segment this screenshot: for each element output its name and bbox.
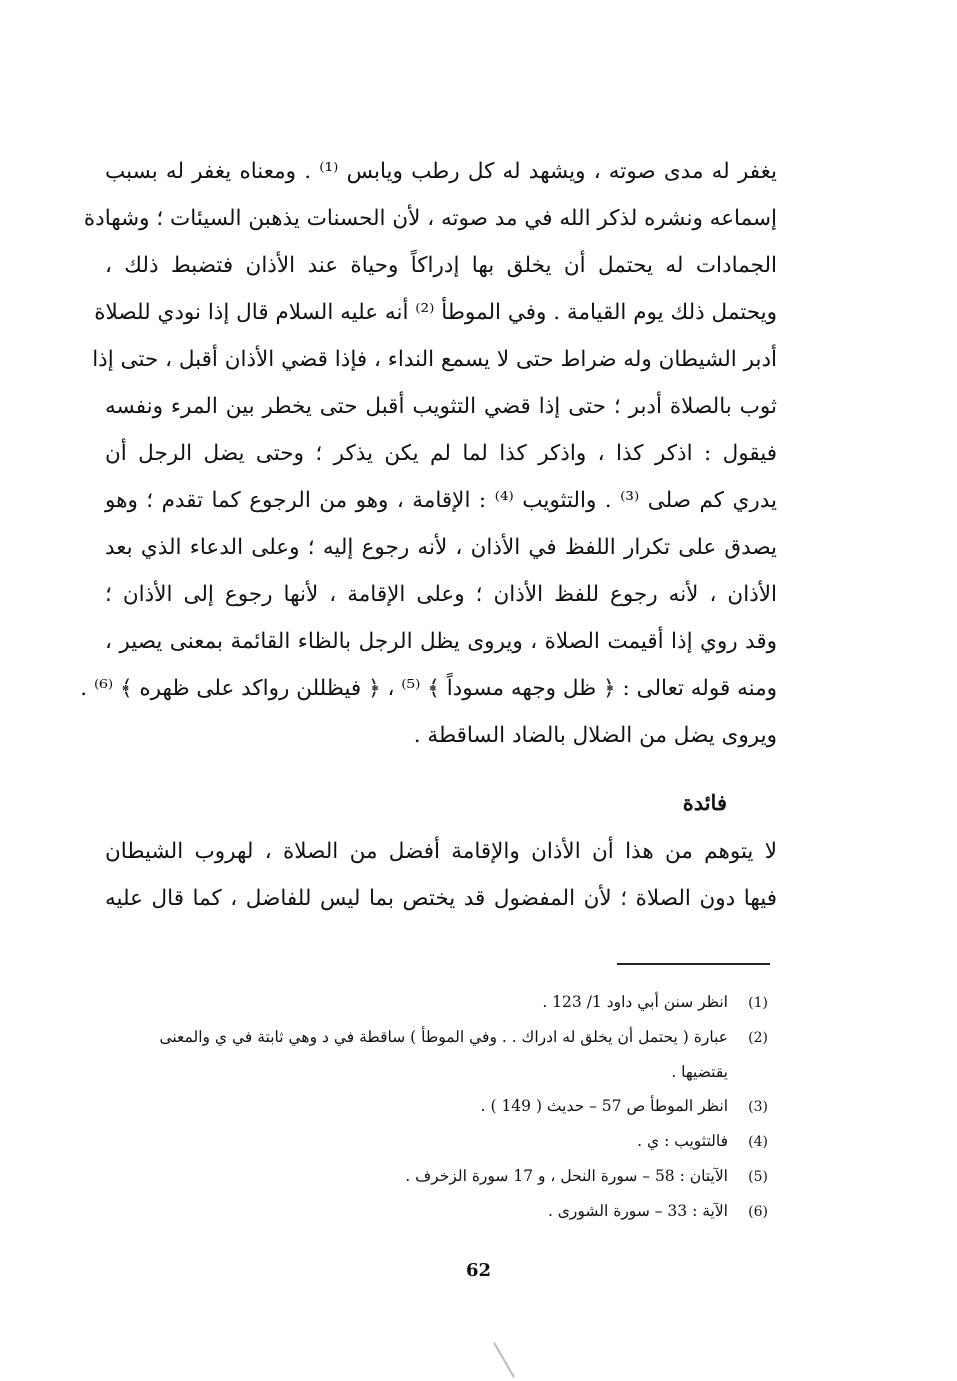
footnote-text: انظر الموطأ ص 57 – حديث ( 149 ) . xyxy=(480,1097,728,1115)
footnotes xyxy=(110,985,768,1229)
footnote-number: (6) xyxy=(748,1204,768,1220)
page-number: 62 xyxy=(465,1260,492,1281)
text-line: ويروى يضل من الضلال بالضاد الساقطة . xyxy=(413,723,777,748)
footnote-item xyxy=(110,1159,768,1194)
text-line: وقد روي إذا أقيمت الصلاة ، ويروى يظل الرجل بالظاء القائمة بمعنى يصير ، xyxy=(105,629,777,654)
footnote-item xyxy=(110,985,768,1020)
main-text xyxy=(80,148,778,759)
footnote-number: (3) xyxy=(748,1099,768,1115)
text-line: ومنه قوله تعالى : ﴿ ظل وجهه مسوداً ﴾ ⁽⁵⁾ ، ﴿ فيظللن رواكد على ظهره ﴾ ⁽⁶⁾ . xyxy=(80,676,777,701)
text-line: الأذان ، لأنه رجوع للفظ الأذان ؛ وعلى الإقامة ، لأنها رجوع إلى الأذان ؛ xyxy=(105,582,777,607)
footnote-text: الآيتان : 58 – سورة النحل ، و 17 سورة الزخرف . xyxy=(405,1167,728,1185)
text-line: ثوب بالصلاة أدبر ؛ حتى إذا قضي التثويب أقبل حتى يخطر بين المرء ونفسه xyxy=(105,394,777,419)
footnote-text: عبارة ( يحتمل أن يخلق له ادراك . . وفي الموطأ ) ساقطة في د وهي ثابتة في ي والمعنى xyxy=(159,1028,728,1046)
footnote-text: يقتضيها . xyxy=(671,1063,728,1081)
footnote-divider xyxy=(617,963,770,965)
footnote-continuation xyxy=(110,1055,768,1089)
footnote-text: فالتثويب : ي . xyxy=(637,1132,728,1150)
text-line: لا يتوهم من هذا أن الأذان والإقامة أفضل من الصلاة ، لهروب الشيطان xyxy=(105,839,777,864)
footnote-item xyxy=(110,1089,768,1124)
text-line: يصدق على تكرار اللفظ في الأذان ، لأنه رجوع إليه ؛ وعلى الدعاء الذي بعد xyxy=(105,535,777,560)
footnote-number: (4) xyxy=(748,1134,768,1150)
footnote-number: (1) xyxy=(748,995,768,1011)
text-line: فيها دون الصلاة ؛ لأن المفضول قد يختص بما ليس للفاضل ، كما قال عليه xyxy=(105,886,777,911)
text-line: الجمادات له يحتمل أن يخلق بها إدراكاً وحياة عند الأذان فتضبط ذلك ، xyxy=(105,253,777,278)
text-line: يغفر له مدى صوته ، ويشهد له كل رطب ويابس ⁽¹⁾ . ومعناه يغفر له بسبب xyxy=(105,159,778,184)
footnote-item xyxy=(110,1124,768,1159)
footnote-text: الآية : 33 – سورة الشورى . xyxy=(547,1202,728,1220)
section-heading: فائدة xyxy=(682,790,727,815)
text-line: فيقول : اذكر كذا ، واذكر كذا لما لم يكن يذكر ؛ وحتى يضل الرجل أن xyxy=(105,441,777,466)
text-line: يدري كم صلى ⁽³⁾ . والتثويب ⁽⁴⁾ : الإقامة ، وهو من الرجوع كما تقدم ؛ وهو xyxy=(105,488,777,513)
footnote-item xyxy=(110,1020,768,1055)
footnote-item xyxy=(110,1194,768,1229)
footnote-number: (2) xyxy=(748,1030,768,1046)
text-line: إسماعه ونشره لذكر الله في مد صوته ، لأن الحسنات يذهبن السيئات ؛ وشهادة xyxy=(83,206,777,231)
footnote-text: انظر سنن أبي داود 1/ 123 . xyxy=(542,993,728,1011)
text-line: ويحتمل ذلك يوم القيامة . وفي الموطأ ⁽²⁾ أنه عليه السلام قال إذا نودي للصلاة xyxy=(94,300,777,325)
footnote-number: (5) xyxy=(748,1169,768,1185)
text-line: أدبر الشيطان وله ضراط حتى لا يسمع النداء ، فإذا قضي الأذان أقبل ، حتى إذا xyxy=(92,347,777,372)
scan-artifact xyxy=(493,1342,515,1378)
main-text-continued xyxy=(105,828,777,922)
